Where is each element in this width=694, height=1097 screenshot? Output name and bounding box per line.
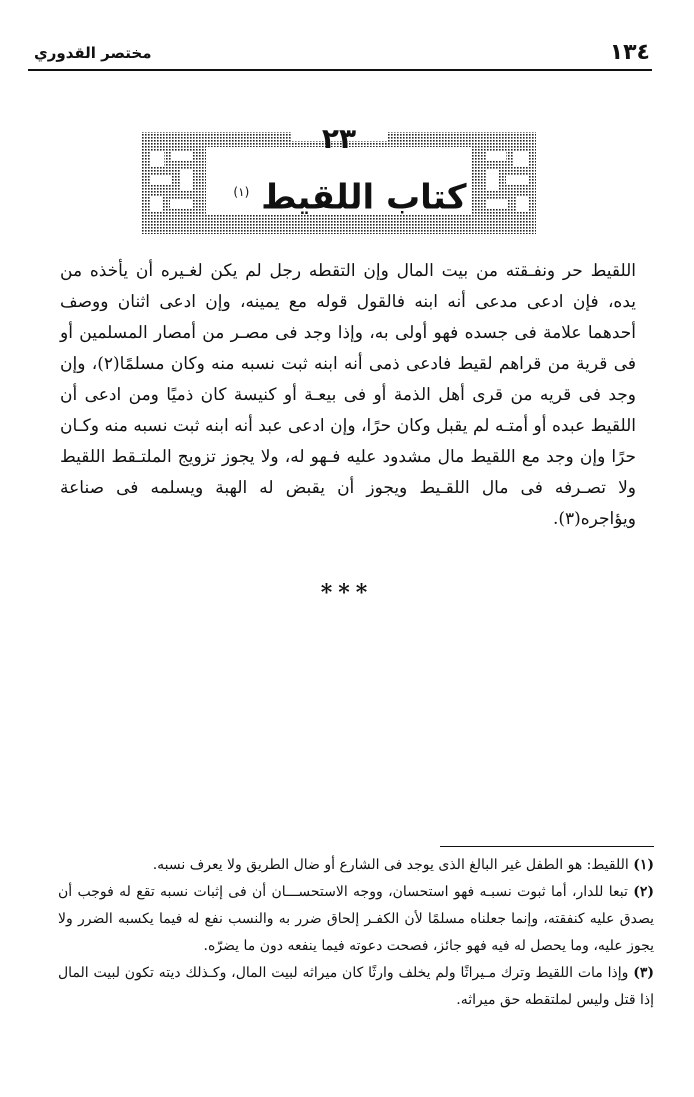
page-header xyxy=(28,38,650,68)
footnote-2 xyxy=(58,879,654,960)
footnote-number: (٢) xyxy=(633,884,654,900)
book-title: مختصر القدوري xyxy=(34,44,152,62)
chapter-footnote-ref: (١) xyxy=(233,185,250,199)
footnote-rule xyxy=(440,846,654,847)
chapter-title xyxy=(200,164,500,220)
chapter-number: ٢٣ xyxy=(321,122,357,155)
footnote-number: (١) xyxy=(633,857,654,873)
footnotes xyxy=(58,852,654,1014)
footnote-text: وإذا مات اللقيط وترك مـيراثًا ولم يخلف وارثًا كان ميراثه لبيت المال، وكـذلك ديته تكون لبيت المال إذا قتل وليس لملتقطه حق ميراثه. xyxy=(58,965,654,1008)
footnote-text: اللقيط: هو الطفل غير البالغ الذى يوجد فى الشارع أو ضال الطريق ولا يعرف نسبه. xyxy=(152,857,629,873)
footnote-3 xyxy=(58,960,654,1014)
footnote-text: تبعا للدار، أما ثبوت نسبـه فهو استحسان، ووجه الاستحســـان أن فى إثبات نسبه تقع له فوجب أن يصدق عليه كنفقته، وإنما جعلناه مسلمًا لأن الكفـر إلحاق ضرر به والنسب نفع له فيما يكسبه الضرر ولا يجوز عليه، وما يحصل له فيه فهو جائز، فصحت دعوته فيما ينفعه دون ما يضرّه. xyxy=(58,884,654,954)
footnote-number: (٣) xyxy=(633,965,654,981)
body-paragraph: اللقيط حر ونفـقته من بيت المال وإن التقطه رجل لم يكن لغـيره أن يأخذه من يده، فإن ادعى مدعى أنه ابنه فالقول قوله مع يمينه، وإن ادعى اثنان ووصف أحدهما علامة فى جسده فهو أولى به، وإذا وجد فى مصـر من أمصار المسلمين أو فى قرية من قراهم لقيط فادعى ذمى أنه ابنه ثبت نسبه منه وكان مسلمًا(٢)، وإن وجد فى قريه من قرى أهل الذمة أو فى بيعـة أو كنيسة كان ذميًا ومن ادعى أن اللقيط عبده أو أمتـه لم يقبل وكان حرًا، وإن ادعى عبد أنه ابنه ثبت نسبه منه وكـان حرًا وإن وجد مع اللقيط مال مشدود عليه فـهو له، ولا يجوز تزويج الملتـقط اللقيط ولا تصـرفه فى مال اللقـيط ويجوز أن يقبض له الهبة ويسلمه فى صناعة ويؤاجره(٣). xyxy=(60,261,636,529)
header-rule xyxy=(28,69,652,71)
footnote-1 xyxy=(58,852,654,879)
chapter-banner xyxy=(142,122,536,236)
chapter-title-text: كتاب اللقيط xyxy=(261,177,467,218)
section-separator: *** xyxy=(320,580,374,606)
page-number: ١٣٤ xyxy=(609,40,650,65)
